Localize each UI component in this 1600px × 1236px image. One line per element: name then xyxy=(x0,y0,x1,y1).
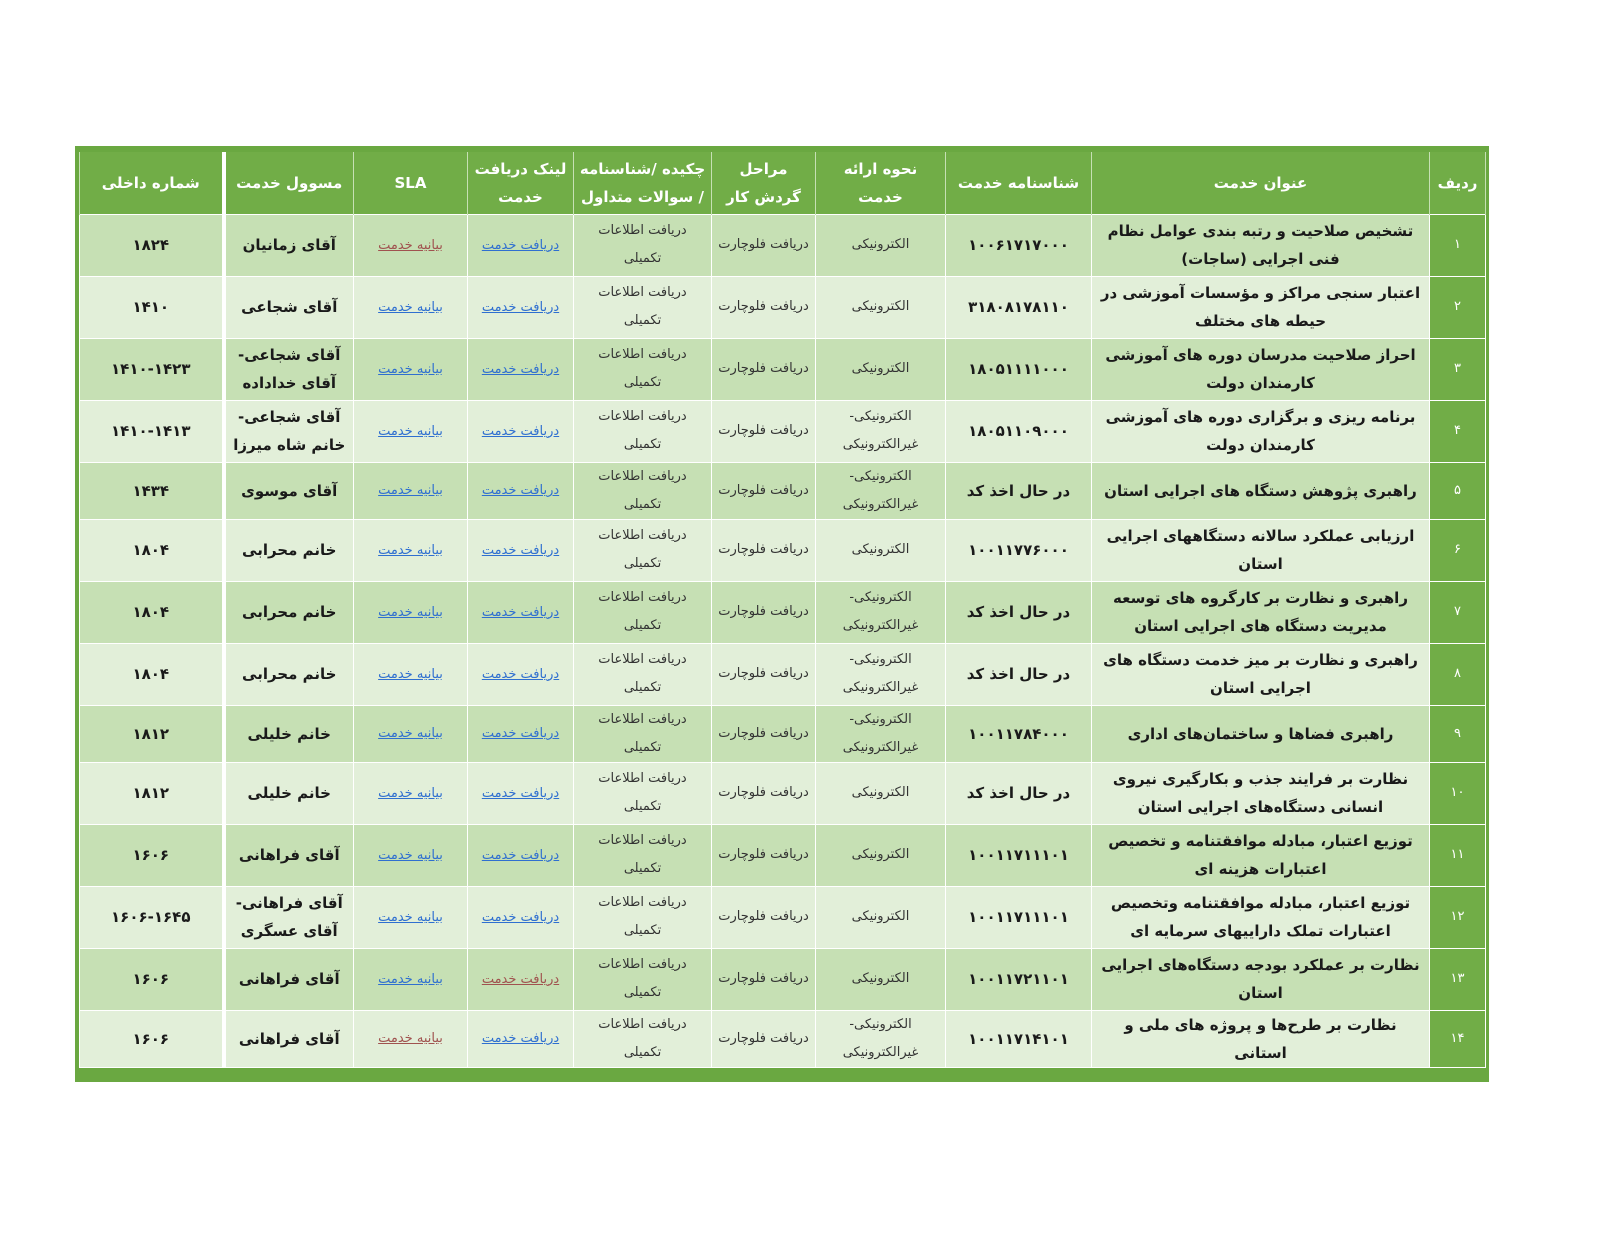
table-row xyxy=(80,762,1486,824)
service-link-cell xyxy=(468,519,574,581)
row-number-cell: ۲ xyxy=(1430,276,1486,338)
delivery-method-cell: الکترونیکی xyxy=(816,276,946,338)
service-statement-link[interactable]: بیانیه خدمت xyxy=(378,726,443,741)
service-link-cell xyxy=(468,276,574,338)
service-code-cell: در حال اخذ کد xyxy=(946,462,1092,519)
get-service-link[interactable]: دریافت خدمت xyxy=(481,847,560,863)
service-link-cell xyxy=(468,214,574,276)
service-title-cell: احراز صلاحیت مدرسان دوره های آموزشی کارمندان دولت xyxy=(1092,338,1430,400)
faq-link[interactable]: دریافت اطلاعات تکمیلی xyxy=(574,462,712,519)
delivery-method-cell: الکترونیکی- غیرالکترونیکی xyxy=(816,462,946,519)
service-link-cell xyxy=(468,762,574,824)
sla-link-cell xyxy=(354,1010,468,1067)
internal-number-cell: ۱۴۱۰-۱۴۲۳ xyxy=(80,338,224,400)
internal-number-cell: ۱۸۱۲ xyxy=(80,705,224,762)
workflow-link[interactable]: دریافت فلوچارت xyxy=(712,886,816,948)
get-service-link[interactable]: دریافت خدمت xyxy=(481,604,560,620)
row-number-cell: ۱۱ xyxy=(1430,824,1486,886)
workflow-link[interactable]: دریافت فلوچارت xyxy=(712,338,816,400)
owner-cell: خانم خلیلی xyxy=(224,762,354,824)
service-link-cell xyxy=(468,705,574,762)
service-code-cell: ۱۰۰۱۱۷۲۱۱۰۱ xyxy=(946,948,1092,1010)
service-statement-link[interactable]: بیانیه خدمت xyxy=(378,604,443,620)
service-statement-link[interactable]: بیانیه خدمت xyxy=(378,785,443,801)
service-title-cell: توزیع اعتبار، مبادله موافقتنامه وتخصیص اعتبارات تملک داراییهای سرمایه ای xyxy=(1092,886,1430,948)
table-row xyxy=(80,214,1486,276)
table-row xyxy=(80,276,1486,338)
row-number-cell: ۵ xyxy=(1430,462,1486,519)
sla-link-cell xyxy=(354,214,468,276)
header-sla: SLA xyxy=(354,152,468,214)
row-number-cell: ۱۴ xyxy=(1430,1010,1486,1067)
service-code-cell: ۱۰۰۶۱۷۱۷۰۰۰ xyxy=(946,214,1092,276)
internal-number-cell: ۱۶۰۶ xyxy=(80,1010,224,1067)
get-service-link[interactable]: دریافت خدمت xyxy=(481,971,560,987)
faq-link[interactable]: دریافت اطلاعات تکمیلی xyxy=(574,519,712,581)
owner-cell: خانم محرابی xyxy=(224,643,354,705)
table-row xyxy=(80,824,1486,886)
sla-link-cell xyxy=(354,519,468,581)
owner-cell: آقای زمانیان xyxy=(224,214,354,276)
service-code-cell: ۳۱۸۰۸۱۷۸۱۱۰ xyxy=(946,276,1092,338)
faq-link[interactable]: دریافت اطلاعات تکمیلی xyxy=(574,886,712,948)
service-code-cell: ۱۰۰۱۱۷۱۱۱۰۱ xyxy=(946,886,1092,948)
row-number-cell: ۸ xyxy=(1430,643,1486,705)
owner-cell: آقای شجاعی xyxy=(224,276,354,338)
delivery-method-cell: الکترونیکی- غیرالکترونیکی xyxy=(816,643,946,705)
service-statement-link[interactable]: بیانیه خدمت xyxy=(378,361,443,377)
owner-cell: آقای فراهانی- آقای عسگری xyxy=(224,886,354,948)
internal-number-cell: ۱۶۰۶ xyxy=(80,948,224,1010)
header-row xyxy=(80,152,1486,214)
delivery-method-cell: الکترونیکی xyxy=(816,338,946,400)
service-title-cell: ارزیابی عملکرد سالانه دستگاههای اجرایی استان xyxy=(1092,519,1430,581)
service-code-cell: ۱۸۰۵۱۱۰۹۰۰۰ xyxy=(946,400,1092,462)
delivery-method-cell: الکترونیکی xyxy=(816,762,946,824)
delivery-method-cell: الکترونیکی xyxy=(816,214,946,276)
internal-number-cell: ۱۸۰۴ xyxy=(80,643,224,705)
faq-link[interactable]: دریافت اطلاعات تکمیلی xyxy=(574,824,712,886)
internal-number-cell: ۱۴۳۴ xyxy=(80,462,224,519)
sla-link-cell xyxy=(354,400,468,462)
row-number-cell: ۱ xyxy=(1430,214,1486,276)
service-title-cell: تشخیص صلاحیت و رتبه بندی عوامل نظام فنی اجرایی (ساجات) xyxy=(1092,214,1430,276)
get-service-link[interactable]: دریافت خدمت xyxy=(481,423,560,439)
service-title-cell: نظارت بر عملکرد بودجه دستگاه‌های اجرایی استان xyxy=(1092,948,1430,1010)
sla-link-cell xyxy=(354,462,468,519)
service-link-cell xyxy=(468,581,574,643)
service-code-cell: ۱۰۰۱۱۷۷۶۰۰۰ xyxy=(946,519,1092,581)
delivery-method-cell: الکترونیکی- غیرالکترونیکی xyxy=(816,400,946,462)
owner-cell: آقای شجاعی- خانم شاه میرزا xyxy=(224,400,354,462)
service-link-cell xyxy=(468,824,574,886)
internal-number-cell: ۱۶۰۶ xyxy=(80,824,224,886)
sla-link-cell xyxy=(354,762,468,824)
header-faq: چکیده /شناسنامه / سوالات متداول xyxy=(574,152,712,214)
owner-cell: خانم محرابی xyxy=(224,519,354,581)
table-row xyxy=(80,705,1486,762)
service-link-cell xyxy=(468,462,574,519)
service-statement-link[interactable]: بیانیه خدمت xyxy=(378,666,443,682)
faq-link[interactable]: دریافت اطلاعات تکمیلی xyxy=(574,643,712,705)
service-code-cell: ۱۸۰۵۱۱۱۱۰۰۰ xyxy=(946,338,1092,400)
faq-link[interactable]: دریافت اطلاعات تکمیلی xyxy=(574,276,712,338)
service-link-cell xyxy=(468,886,574,948)
internal-number-cell: ۱۴۱۰ xyxy=(80,276,224,338)
header-service-code: شناسنامه خدمت xyxy=(946,152,1092,214)
faq-link[interactable]: دریافت اطلاعات تکمیلی xyxy=(574,581,712,643)
service-code-cell: ۱۰۰۱۱۷۱۱۱۰۱ xyxy=(946,824,1092,886)
internal-number-cell: ۱۸۱۲ xyxy=(80,762,224,824)
row-number-cell: ۷ xyxy=(1430,581,1486,643)
faq-link[interactable]: دریافت اطلاعات تکمیلی xyxy=(574,705,712,762)
service-title-cell: برنامه ریزی و برگزاری دوره های آموزشی کارمندان دولت xyxy=(1092,400,1430,462)
service-statement-link[interactable]: بیانیه خدمت xyxy=(378,847,443,863)
sla-link-cell xyxy=(354,824,468,886)
service-title-cell: راهبری پژوهش دستگاه های اجرایی استان xyxy=(1092,462,1430,519)
get-service-link[interactable]: دریافت خدمت xyxy=(481,1031,560,1046)
service-code-cell: در حال اخذ کد xyxy=(946,581,1092,643)
workflow-link[interactable]: دریافت فلوچارت xyxy=(712,948,816,1010)
workflow-link[interactable]: دریافت فلوچارت xyxy=(712,462,816,519)
service-link-cell xyxy=(468,1010,574,1067)
header-delivery-method: نحوه ارائه خدمت xyxy=(816,152,946,214)
service-statement-link[interactable]: بیانیه خدمت xyxy=(378,483,443,498)
get-service-link[interactable]: دریافت خدمت xyxy=(481,726,560,741)
get-service-link[interactable]: دریافت خدمت xyxy=(481,237,560,253)
service-statement-link[interactable]: بیانیه خدمت xyxy=(378,542,443,558)
service-title-cell: راهبری فضاها و ساختمان‌های اداری xyxy=(1092,705,1430,762)
service-title-cell: راهبری و نظارت بر میز خدمت دستگاه های اجرایی استان xyxy=(1092,643,1430,705)
delivery-method-cell: الکترونیکی xyxy=(816,886,946,948)
delivery-method-cell: الکترونیکی xyxy=(816,948,946,1010)
table-body xyxy=(80,214,1486,1067)
internal-number-cell: ۱۶۰۶-۱۶۴۵ xyxy=(80,886,224,948)
owner-cell: خانم خلیلی xyxy=(224,705,354,762)
faq-link[interactable]: دریافت اطلاعات تکمیلی xyxy=(574,214,712,276)
header-service-title: عنوان خدمت xyxy=(1092,152,1430,214)
services-table xyxy=(79,152,1486,1068)
service-statement-link[interactable]: بیانیه خدمت xyxy=(378,1031,443,1046)
row-number-cell: ۳ xyxy=(1430,338,1486,400)
header-workflow: مراحل گردش کار xyxy=(712,152,816,214)
service-title-cell: نظارت بر فرایند جذب و بکارگیری نیروی انسانی دستگاه‌های اجرایی استان xyxy=(1092,762,1430,824)
service-code-cell: ۱۰۰۱۱۷۸۴۰۰۰ xyxy=(946,705,1092,762)
service-statement-link[interactable]: بیانیه خدمت xyxy=(378,909,443,925)
table-row xyxy=(80,643,1486,705)
table-row xyxy=(80,400,1486,462)
workflow-link[interactable]: دریافت فلوچارت xyxy=(712,581,816,643)
service-statement-link[interactable]: بیانیه خدمت xyxy=(378,423,443,439)
get-service-link[interactable]: دریافت خدمت xyxy=(481,666,560,682)
faq-link[interactable]: دریافت اطلاعات تکمیلی xyxy=(574,400,712,462)
sla-link-cell xyxy=(354,705,468,762)
owner-cell: آقای فراهانی xyxy=(224,1010,354,1067)
workflow-link[interactable]: دریافت فلوچارت xyxy=(712,519,816,581)
faq-link[interactable]: دریافت اطلاعات تکمیلی xyxy=(574,762,712,824)
get-service-link[interactable]: دریافت خدمت xyxy=(481,542,560,558)
workflow-link[interactable]: دریافت فلوچارت xyxy=(712,214,816,276)
row-number-cell: ۶ xyxy=(1430,519,1486,581)
row-number-cell: ۱۲ xyxy=(1430,886,1486,948)
get-service-link[interactable]: دریافت خدمت xyxy=(481,483,560,498)
workflow-link[interactable]: دریافت فلوچارت xyxy=(712,643,816,705)
row-number-cell: ۱۳ xyxy=(1430,948,1486,1010)
service-link-cell xyxy=(468,948,574,1010)
service-code-cell: ۱۰۰۱۱۷۱۴۱۰۱ xyxy=(946,1010,1092,1067)
service-statement-link[interactable]: بیانیه خدمت xyxy=(378,299,443,315)
service-title-cell: نظارت بر طرح‌ها و پروژه های ملی و استانی xyxy=(1092,1010,1430,1067)
workflow-link[interactable]: دریافت فلوچارت xyxy=(712,1010,816,1067)
faq-link[interactable]: دریافت اطلاعات تکمیلی xyxy=(574,1010,712,1067)
header-row-number: ردیف xyxy=(1430,152,1486,214)
row-number-cell: ۴ xyxy=(1430,400,1486,462)
sla-link-cell xyxy=(354,886,468,948)
get-service-link[interactable]: دریافت خدمت xyxy=(481,785,560,801)
workflow-link[interactable]: دریافت فلوچارت xyxy=(712,400,816,462)
sla-link-cell xyxy=(354,948,468,1010)
table-row xyxy=(80,886,1486,948)
faq-link[interactable]: دریافت اطلاعات تکمیلی xyxy=(574,948,712,1010)
owner-cell: آقای فراهانی xyxy=(224,824,354,886)
header-service-link: لینک دریافت خدمت xyxy=(468,152,574,214)
table-row xyxy=(80,462,1486,519)
get-service-link[interactable]: دریافت خدمت xyxy=(481,299,560,315)
table-row xyxy=(80,948,1486,1010)
table-row xyxy=(80,519,1486,581)
delivery-method-cell: الکترونیکی- غیرالکترونیکی xyxy=(816,581,946,643)
table-row xyxy=(80,581,1486,643)
service-code-cell: در حال اخذ کد xyxy=(946,643,1092,705)
sla-link-cell xyxy=(354,276,468,338)
sla-link-cell xyxy=(354,338,468,400)
get-service-link[interactable]: دریافت خدمت xyxy=(481,361,560,377)
service-link-cell xyxy=(468,400,574,462)
owner-cell: آقای موسوی xyxy=(224,462,354,519)
internal-number-cell: ۱۴۱۰-۱۴۱۳ xyxy=(80,400,224,462)
row-number-cell: ۱۰ xyxy=(1430,762,1486,824)
workflow-link[interactable]: دریافت فلوچارت xyxy=(712,824,816,886)
service-title-cell: اعتبار سنجی مراکز و مؤسسات آموزشی در حیطه های مختلف xyxy=(1092,276,1430,338)
service-code-cell: در حال اخذ کد xyxy=(946,762,1092,824)
owner-cell: آقای فراهانی xyxy=(224,948,354,1010)
owner-cell: خانم محرابی xyxy=(224,581,354,643)
header-internal-number: شماره داخلی xyxy=(80,152,224,214)
service-title-cell: توزیع اعتبار، مبادله موافقتنامه و تخصیص اعتبارات هزینه ای xyxy=(1092,824,1430,886)
delivery-method-cell: الکترونیکی xyxy=(816,519,946,581)
header-owner: مسوول خدمت xyxy=(224,152,354,214)
internal-number-cell: ۱۸۲۴ xyxy=(80,214,224,276)
service-link-cell xyxy=(468,643,574,705)
delivery-method-cell: الکترونیکی- غیرالکترونیکی xyxy=(816,1010,946,1067)
table-row xyxy=(80,1010,1486,1067)
workflow-link[interactable]: دریافت فلوچارت xyxy=(712,705,816,762)
sla-link-cell xyxy=(354,643,468,705)
internal-number-cell: ۱۸۰۴ xyxy=(80,581,224,643)
delivery-method-cell: الکترونیکی xyxy=(816,824,946,886)
sla-link-cell xyxy=(354,581,468,643)
workflow-link[interactable]: دریافت فلوچارت xyxy=(712,276,816,338)
row-number-cell: ۹ xyxy=(1430,705,1486,762)
service-statement-link[interactable]: بیانیه خدمت xyxy=(378,971,443,987)
services-table-container xyxy=(75,146,1489,1082)
faq-link[interactable]: دریافت اطلاعات تکمیلی xyxy=(574,338,712,400)
table-row xyxy=(80,338,1486,400)
service-link-cell xyxy=(468,338,574,400)
internal-number-cell: ۱۸۰۴ xyxy=(80,519,224,581)
get-service-link[interactable]: دریافت خدمت xyxy=(481,909,560,925)
workflow-link[interactable]: دریافت فلوچارت xyxy=(712,762,816,824)
owner-cell: آقای شجاعی- آقای خداداده xyxy=(224,338,354,400)
service-title-cell: راهبری و نظارت بر کارگروه های توسعه مدیریت دستگاه های اجرایی استان xyxy=(1092,581,1430,643)
service-statement-link[interactable]: بیانیه خدمت xyxy=(378,237,443,253)
delivery-method-cell: الکترونیکی- غیرالکترونیکی xyxy=(816,705,946,762)
